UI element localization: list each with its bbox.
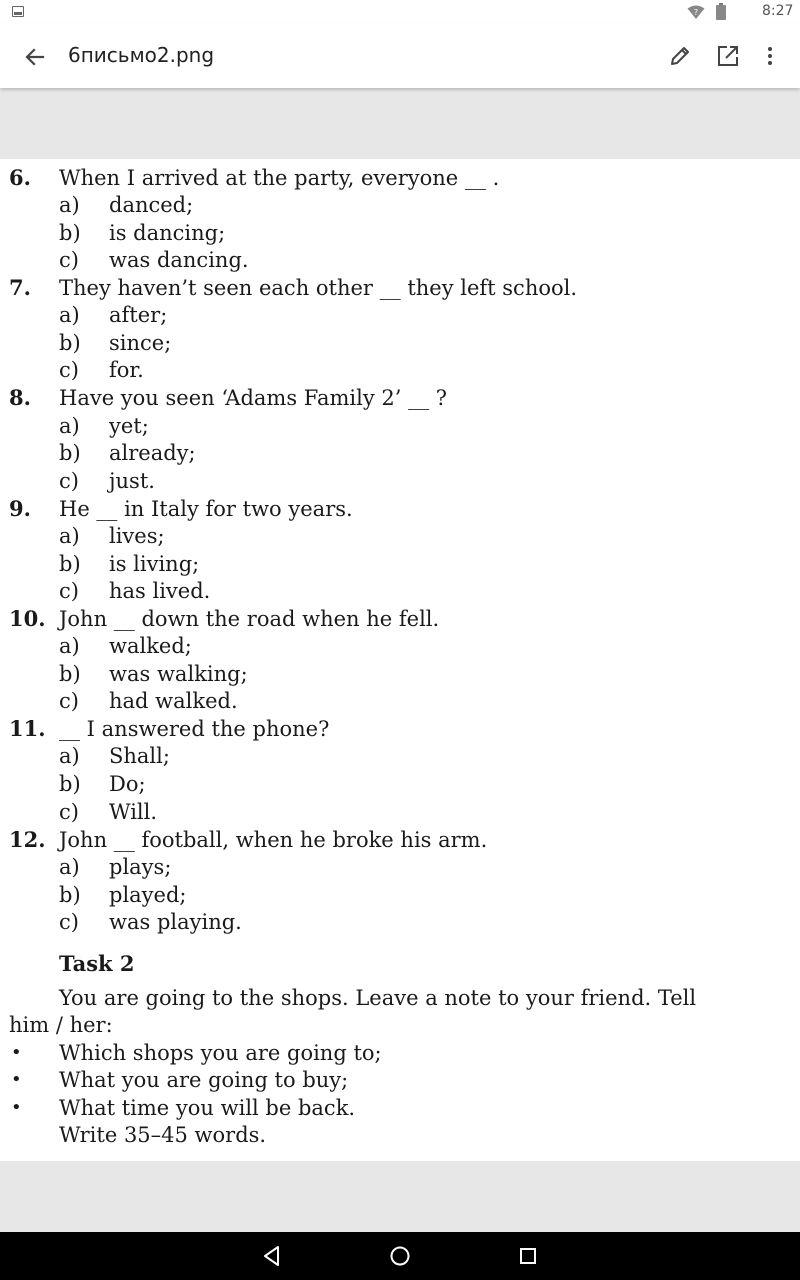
question-text: Have you seen ‘Adams Family 2’ __ ? <box>59 386 447 410</box>
option-text: is living; <box>109 552 200 576</box>
task-intro-line-1: You are going to the shops. Leave a note to your friend. Tell <box>59 986 697 1010</box>
question-number: 10. <box>9 606 46 631</box>
option-text: was dancing. <box>109 248 249 272</box>
option-letter: c) <box>59 579 79 603</box>
question-text: John __ football, when he broke his arm. <box>59 828 488 852</box>
task-intro-line-2: him / her: <box>9 1013 113 1037</box>
option-text: after; <box>109 303 168 327</box>
back-arrow-icon[interactable] <box>22 44 48 70</box>
option-letter: b) <box>59 883 81 907</box>
question-number: 7. <box>9 275 31 300</box>
task-bullet: Which shops you are going to; <box>59 1041 382 1065</box>
question-text: He __ in Italy for two years. <box>59 497 353 521</box>
navigation-bar <box>0 1232 800 1280</box>
option-letter: a) <box>59 193 80 217</box>
option-letter: c) <box>59 800 79 824</box>
question-text: When I arrived at the party, everyone __ . <box>59 166 500 190</box>
option-letter: a) <box>59 634 80 658</box>
image-notification-icon <box>12 6 24 17</box>
option-text: for. <box>109 358 144 382</box>
task-footer: Write 35–45 words. <box>59 1123 267 1147</box>
app-bar <box>0 24 800 88</box>
option-letter: c) <box>59 358 79 382</box>
option-letter: b) <box>59 331 81 355</box>
task-bullet: What time you will be back. <box>59 1096 356 1120</box>
bullet-icon: • <box>11 1069 22 1090</box>
question-text: They haven’t seen each other __ they left school. <box>59 276 578 300</box>
question-number: 11. <box>9 716 46 741</box>
option-letter: c) <box>59 910 79 934</box>
option-text: was playing. <box>109 910 242 934</box>
battery-icon <box>716 3 726 20</box>
option-text: is dancing; <box>109 221 226 245</box>
option-text: Do; <box>109 772 146 796</box>
question-text: __ I answered the phone? <box>59 717 330 741</box>
question-number: 8. <box>9 385 31 410</box>
option-text: played; <box>109 883 187 907</box>
option-letter: a) <box>59 744 80 768</box>
option-letter: b) <box>59 552 81 576</box>
more-options-icon[interactable] <box>758 42 786 70</box>
status-bar <box>0 0 800 24</box>
option-text: plays; <box>109 855 172 879</box>
task-bullet: What you are going to buy; <box>59 1068 349 1092</box>
svg-text:?: ? <box>693 8 699 17</box>
option-text: just. <box>109 469 155 493</box>
option-letter: b) <box>59 662 81 686</box>
option-text: Will. <box>109 800 158 824</box>
wifi-icon <box>687 4 705 20</box>
edit-pencil-icon[interactable] <box>666 42 694 70</box>
option-text: was walking; <box>109 662 248 686</box>
option-text: Shall; <box>109 744 170 768</box>
option-text: yet; <box>109 414 149 438</box>
document-image <box>0 159 800 1161</box>
option-text: since; <box>109 331 172 355</box>
back-triangle-icon[interactable] <box>259 1243 285 1269</box>
option-text: danced; <box>109 193 194 217</box>
option-letter: a) <box>59 524 80 548</box>
question-text: John __ down the road when he fell. <box>59 607 440 631</box>
bullet-icon: • <box>11 1042 22 1063</box>
task-heading: Task 2 <box>59 951 135 976</box>
option-letter: c) <box>59 469 79 493</box>
home-circle-icon[interactable] <box>387 1243 413 1269</box>
option-letter: b) <box>59 221 81 245</box>
open-external-icon[interactable] <box>714 42 742 70</box>
file-title: 6письмо2.png <box>68 43 215 67</box>
option-text: lives; <box>109 524 165 548</box>
option-text: had walked. <box>109 689 238 713</box>
question-number: 12. <box>9 827 46 852</box>
option-letter: a) <box>59 303 80 327</box>
question-number: 6. <box>9 165 31 190</box>
option-letter: b) <box>59 772 81 796</box>
option-letter: b) <box>59 441 81 465</box>
question-number: 9. <box>9 496 31 521</box>
option-letter: a) <box>59 855 80 879</box>
option-text: has lived. <box>109 579 211 603</box>
clock: 8:27 <box>762 3 794 19</box>
option-letter: c) <box>59 689 79 713</box>
option-text: already; <box>109 441 196 465</box>
bullet-icon: • <box>11 1097 22 1118</box>
option-letter: a) <box>59 414 80 438</box>
option-text: walked; <box>109 634 192 658</box>
option-letter: c) <box>59 248 79 272</box>
recents-square-icon[interactable] <box>515 1243 541 1269</box>
